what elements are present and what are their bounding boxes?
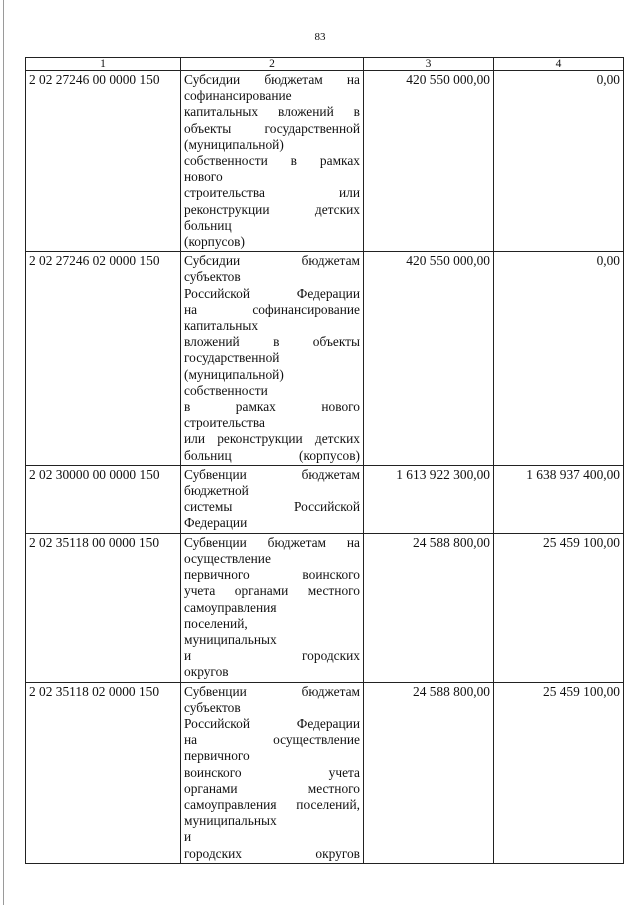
budget-code: 2 02 30000 00 0000 150 xyxy=(26,465,181,533)
amount-column-3: 1 613 922 300,00 xyxy=(364,465,494,533)
budget-code: 2 02 35118 00 0000 150 xyxy=(26,533,181,682)
table-row xyxy=(26,533,624,682)
budget-table xyxy=(25,57,624,864)
amount-column-3: 24 588 800,00 xyxy=(364,533,494,682)
column-header-4: 4 xyxy=(494,58,624,71)
revenue-name: Субсидии бюджетам на софинансирование капитальных вложений в объекты государственной (муниципальной) собственности в рамках нового строительства или реконструкции детских больниц (корпусов) xyxy=(181,71,364,252)
amount-column-4: 1 638 937 400,00 xyxy=(494,465,624,533)
column-header-3: 3 xyxy=(364,58,494,71)
column-header-1: 1 xyxy=(26,58,181,71)
column-header-2: 2 xyxy=(181,58,364,71)
amount-column-4: 25 459 100,00 xyxy=(494,682,624,863)
amount-column-3: 420 550 000,00 xyxy=(364,252,494,466)
revenue-name: Субвенции бюджетам на осуществление первичного воинского учета органами местного самоуправления поселений, муниципальных и городских округов xyxy=(181,533,364,682)
scan-left-edge xyxy=(3,0,4,905)
page-number: 83 xyxy=(314,31,326,43)
amount-column-3: 24 588 800,00 xyxy=(364,682,494,863)
budget-code: 2 02 27246 02 0000 150 xyxy=(26,252,181,466)
amount-column-4: 25 459 100,00 xyxy=(494,533,624,682)
table-row xyxy=(26,682,624,863)
table-header-row xyxy=(26,58,624,71)
budget-code: 2 02 27246 00 0000 150 xyxy=(26,71,181,252)
revenue-name: Субсидии бюджетам субъектов Российской Федерации на софинансирование капитальных вложений в объекты государственной (муниципальной) собственности в рамках нового строительства или реконструкции детских больниц (корпусов) xyxy=(181,252,364,466)
budget-code: 2 02 35118 02 0000 150 xyxy=(26,682,181,863)
amount-column-3: 420 550 000,00 xyxy=(364,71,494,252)
table-row xyxy=(26,465,624,533)
revenue-name: Субвенции бюджетам субъектов Российской Федерации на осуществление первичного воинского учета органами местного самоуправления поселений, муниципальных и городских округов xyxy=(181,682,364,863)
amount-column-4: 0,00 xyxy=(494,71,624,252)
table-row xyxy=(26,252,624,466)
revenue-name: Субвенции бюджетам бюджетной системы Российской Федерации xyxy=(181,465,364,533)
amount-column-4: 0,00 xyxy=(494,252,624,466)
table-row xyxy=(26,71,624,252)
